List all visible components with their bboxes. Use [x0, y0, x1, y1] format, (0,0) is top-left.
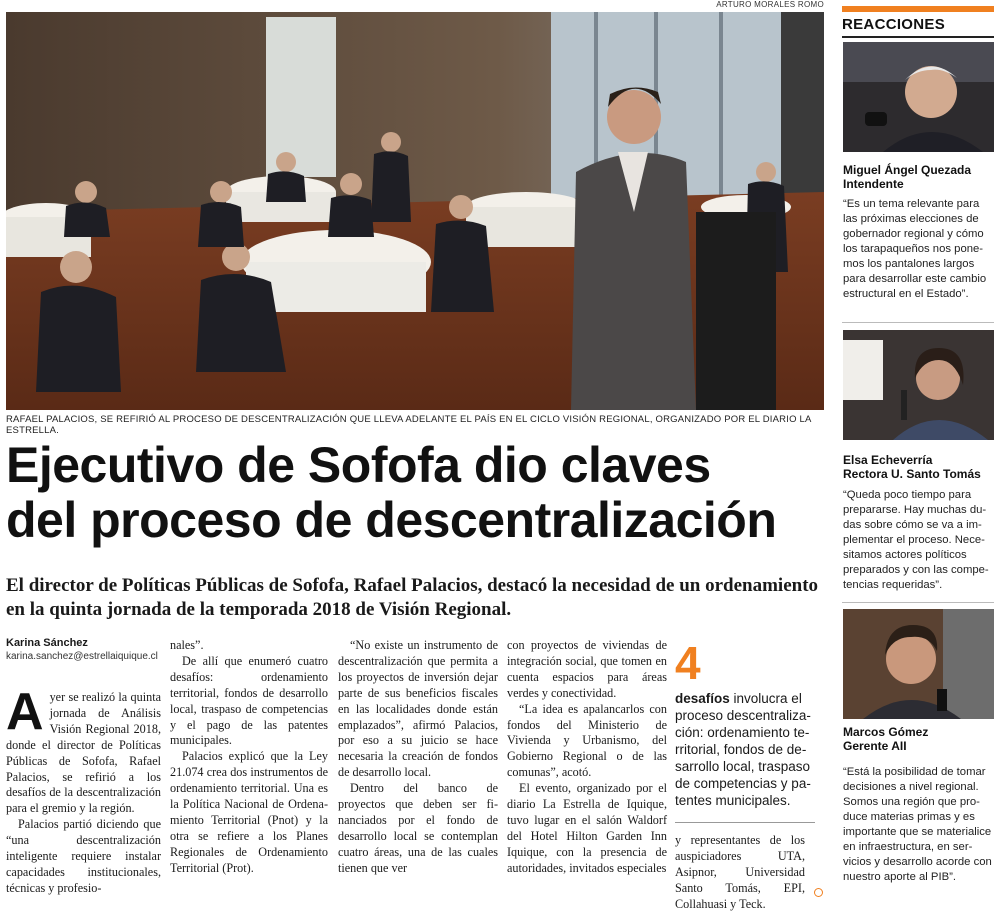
paragraph: Palacios explicó que la Ley 21.074 crea dos instrumentos de ordenamiento territorial. Una es la Política Nacional de Ordenamiento Territorial (Pnot) y la otra se refiere a los Planes Regionales de Ordenamiento Territorial (Prot).: [170, 749, 328, 875]
reaction-quote: “Está la posibilidad de tomar decisiones a nivel regional. Somos una región que produce materias primas y es importante que se materialice en infraestructura, en servicios y desarrollo acorde con nuestro aporte al PIB”.: [843, 766, 992, 883]
photo-caption: RAFAEL PALACIOS, SE REFIRIÓ AL PROCESO DE DESCENTRALIZACIÓN QUE LLEVA ADELANTE EL PAÍS EN EL CICLO VISIÓN REGIONAL, ORGANIZADO POR EL DIARIO LA ESTRELLA.: [6, 414, 812, 436]
body-column-2: [170, 638, 328, 877]
reaction-role: Intendente: [843, 177, 904, 191]
paragraph: “La idea es apalancarlos con fondos del Ministerio de Vivienda y Urbanismo, del Gobierno Regional o de las comunas”, acotó.: [507, 701, 667, 780]
reaction-role: Gerente AII: [843, 739, 907, 753]
paragraph: y representantes de los auspiciadores UTA, Asipnor, Universidad Santo Tomás, EPI, Collahuasi y Teck.: [675, 833, 805, 911]
reaction-divider: [842, 602, 994, 603]
paragraph-text: yer se realizó la quinta jornada de Análisis Visión Regional 2018, donde el director de Políticas Públicas de Sofofa, Rafael Palacios, se refirió a los desafíos de la descentralización para el gremio y la región.: [6, 690, 161, 816]
portrait-photo: [843, 42, 994, 152]
highlight-bold-word: desafíos: [675, 691, 730, 706]
photo-credit: ARTURO MORALES ROMO: [716, 0, 824, 9]
reaction-quote: “Queda poco tiempo para prepararse. Hay muchas dudas sobre cómo se va a implementar el proceso. Necesitamos actores políticos preparados y con las competencias requeridas”.: [843, 489, 989, 591]
highlight-divider: [675, 822, 815, 823]
body-column-5: [675, 833, 805, 913]
end-of-article-icon: [814, 888, 823, 897]
reaction-quote: “Es un tema relevante para las próximas elecciones de gobernador regional y cómo los tarapaqueños nos ponemos los pantalones largos para desarrollar este cambio estructural en el Estado”.: [843, 198, 987, 300]
highlight-body: involucra el proceso descentralización: ordenamiento territorial, fondos de desarrollo local, traspaso de competencias y patentes municipales.: [675, 691, 811, 808]
paragraph: con proyectos de viviendas de integración social, que tomen en cuenta espacios para áreas verdes y conectividad.: [507, 638, 667, 700]
paragraph: El evento, organizado por el diario La Estrella de Iquique, tuvo lugar en el salón Waldorf del Hotel Hilton Garden Inn Iquique, con la presencia de autoridades, invitados especiales: [507, 781, 667, 875]
headline: [6, 438, 826, 548]
headline-line-1: Ejecutivo de Sofofa dio claves: [6, 437, 711, 493]
body-column-1: [6, 683, 161, 897]
portrait-photo: [843, 330, 994, 440]
body-column-4: [507, 638, 667, 877]
headline-line-2: del proceso de descentralización: [6, 492, 777, 548]
reaction-role: Rectora U. Santo Tomás: [843, 467, 981, 481]
sidebar-rule: [842, 36, 994, 38]
drop-cap: A: [6, 683, 44, 741]
sidebar-accent-bar: [842, 6, 994, 12]
paragraph: De allí que enumeró cuatro desafíos: ordenamiento territorial, fondos de desarrollo local, traspaso de competencias y el pago de las patentes municipales.: [170, 653, 328, 748]
sidebar-title: REACCIONES: [842, 16, 946, 33]
lead-paragraph: El director de Políticas Públicas de Sofofa, Rafael Palacios, destacó la necesidad de un ordenamiento en la quinta jornada de la temporada 2018 de Visión Regional.: [6, 575, 819, 620]
reaction-divider: [842, 322, 994, 323]
event-photo: [6, 12, 824, 410]
paragraph: “No existe un instrumento de descentralización que permita a los proyectos de inversión dejar parte de sus beneficios fiscales en las localidades donde están emplazados”, afirmó Palacios, por eso a su juicio se hace necesaria la creación de fondos de desarrollo local.: [338, 638, 498, 780]
paragraph: Dentro del banco de proyectos que deben ser financiados por el fondo de desarrollo local se contemplan cuatro áreas, una de las cuales tienen que ver: [338, 781, 498, 875]
paragraph-intro: [6, 683, 161, 817]
paragraph: Palacios partió diciendo que “una descentralización inteligente requiere instalar capacidades institucionales, técnicas y profesio-: [6, 817, 161, 895]
body-column-3: [338, 638, 498, 877]
author-name: Karina Sánchez: [6, 637, 88, 649]
paragraph: nales”.: [170, 638, 204, 652]
portrait-photo: [843, 609, 994, 719]
reaction-name: Marcos Gómez: [843, 725, 929, 739]
reaction-name: Miguel Ángel Quezada: [843, 163, 972, 177]
highlight-text: [675, 690, 815, 809]
reaction-name: Elsa Echeverría: [843, 453, 933, 467]
highlight-number: 4: [675, 637, 701, 689]
author-email[interactable]: karina.sanchez@estrellaiquique.cl: [6, 651, 158, 662]
